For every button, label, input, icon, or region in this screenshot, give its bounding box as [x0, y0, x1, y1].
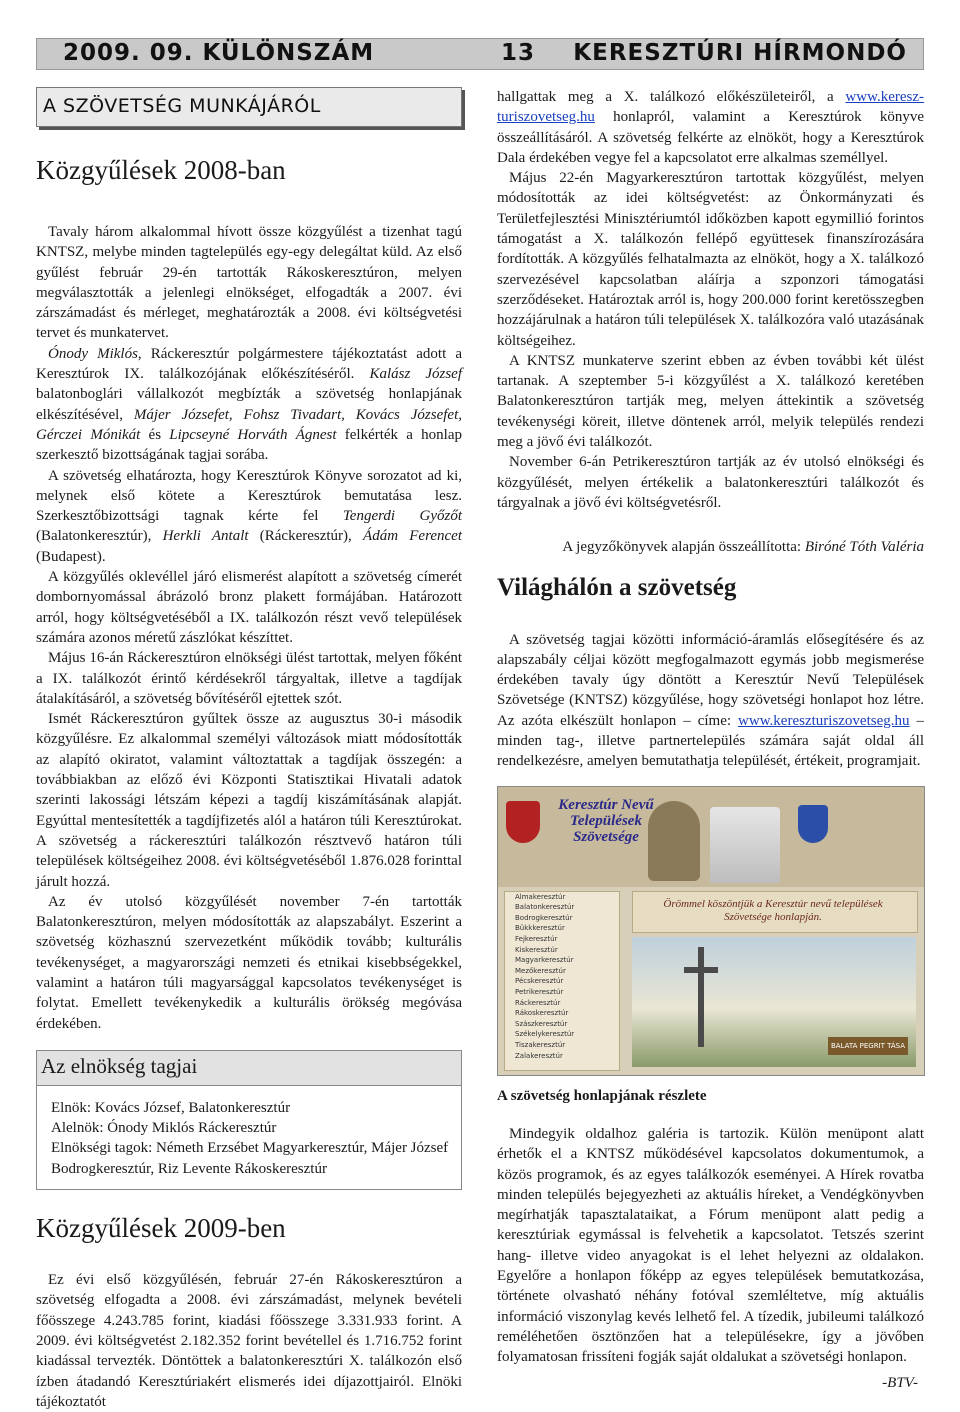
- welcome-text: Örömmel köszöntjük a Keresztúr nevű települések Szövetsége honlapján.: [663, 897, 883, 923]
- section-label-box: [36, 87, 462, 127]
- menu-item: Rákoskeresztúr: [515, 1009, 569, 1018]
- article-title-web: Világhálón a szövetség: [497, 573, 737, 601]
- paragraph: Az év utolsó közgyűlését november 7-én tartották Balatonkeresztúron, melyen módosították az alapszabályt. Eszerint a szövetség közhasznú szervezetként működik tovább; kulturális tevékenységet, a magyarországi nemzeti és etnikai kisebbségekkel, valamint a határon túli magyarsággal kapcsolatos tevékenységet is folytat. Emellett tevékenykedik a kulturális örökség megóvása érdekében.: [36, 893, 462, 1032]
- paragraph: Ez évi első közgyűlésén, február 27-én Rákoskeresztúron a szövetség elfogadta a 2008. évi zárszámadást, melynek bevételi főösszege 4.243.785 forint, kiadási főösszege 3.331.933 forint. A 2009. évi költségvetést 2.182.352 forint bevétellel és 1.716.752 forint kiadással tervezték. Döntöttek a balatonkeresztúri X. találkozón első ízben átadandó Keresztúriakért elismerés idei díjazottjairól. Elnöki tájékoztatót: [36, 1272, 462, 1410]
- paragraph: Ismét Ráckeresztúron gyűltek össze az augusztus 30-i második közgyűlésre. Ez alkalommal személyi változások miatt módosították az alapító okiratot, valamint változtattak a tagdíjak összegén: a továbbiakban az előző évi Központi Statisztikai Hivatali adatok szerinti lakossági létszám képezi a tagdíj kiszámításának alapját. Egyúttal mentesítették a tagdíjfizetés alól a határon túli Keresztúrokat. A szövetség a ráckeresztúri találkozón résztvevő határon túli települések költségeihez 2008. évi költségvetéséből 1.876.028 forinttal járult hozzá.: [36, 711, 462, 890]
- signature: -BTV-: [882, 1375, 918, 1392]
- website-link[interactable]: www.keresz-turiszovetseg.hu: [497, 89, 924, 126]
- issue-label: 2009. 09. KÜLÖNSZÁM: [63, 40, 375, 66]
- menu-item: Zalakeresztúr: [515, 1051, 563, 1060]
- cross-image: [684, 967, 718, 973]
- menu-item: Kiskeresztúr: [515, 945, 558, 954]
- board-title: Az elnökség tagjai: [41, 1053, 198, 1078]
- section-label: A SZÖVETSÉG MUNKÁJÁRÓL: [43, 95, 321, 117]
- left-column: [36, 87, 462, 1412]
- menu-item: Pécskeresztúr: [515, 977, 564, 986]
- author-credit: [497, 537, 924, 557]
- menu-item: Almakeresztúr: [515, 892, 566, 901]
- cross-image: [698, 947, 704, 1047]
- board-member: Elnökségi tagok: Németh Erzsébet Magyarkeresztúr, Májer József Bodrogkeresztúr, Riz Levente Rákoskeresztúr: [51, 1140, 449, 1177]
- publication-name: KERESZTÚRI HÍRMONDÓ: [573, 40, 907, 66]
- menu-item: Bükkkeresztúr: [515, 924, 565, 933]
- right-column: [497, 87, 924, 1394]
- paragraph: Mindegyik oldalhoz galéria is tartozik. Külön menüpont alatt érhetők el a KNTSZ működésével kapcsolatos dokumentumok, a közös programok, és az egyes találkozók eseményei. A Hírek rovatba minden település bejegyezheti az aktuális híreket, a Vendégkönyvben megírhatják tapasztalataikat, a Fórum menüpont alatt pedig a keresztúriak egymással is felvehetik a kapcsolatot. Tetszés szerint hang- illetve video anyagokat is el lehet helyezni az oldalakon. Egyelőre a honlapon főképp az egyes települések bemutatkozása, története olvasható néhány fotóval szemléltetve, míg aktuális információ viszonylag kevés lelhető fel. A tízedik, jubileumi találkozó reméléhetően ösztönzően hat a településekre, így a jövőben folyamatosan frissíteni fogják saját oldalukat a szövetségi honlapon.: [497, 1125, 924, 1366]
- image-caption: A szövetség honlapjának részlete: [497, 1087, 707, 1104]
- paragraph: Május 16-án Ráckeresztúron elnökségi ülést tartottak, melyen főként a IX. találkozót érintő kérdésekről tárgyaltak, illetve a tagdíjak átalakításáról, a szövetség bővítéséről ejtettek szót.: [36, 650, 462, 707]
- article-title-2009: Közgyűlések 2009-ben: [36, 1213, 286, 1244]
- coat-of-arms-icon: [798, 805, 828, 843]
- website-link[interactable]: www.kereszturiszovetseg.hu: [738, 712, 910, 729]
- paragraph: November 6-án Petrikeresztúron tartják az év utolsó elnökségi és közgyűlését, melyen értékelik a balatonkeresztúri találkozót és tárgyalnak a jövő évi költségvetésről.: [497, 454, 924, 511]
- paragraph: A KNTSZ munkaterve szerint ebben az évben további két ülést tartanak. A szeptember 5-i közgyűlést a X. találkozó keretében Balatonkeresztúron tartják meg, melyen áttekintik a szövetség tevékenységi köreit, illetve döntenek arról, melyik település rendezi meg a jövő évi találkozót.: [497, 352, 924, 451]
- paragraph: [36, 344, 462, 466]
- person-name: Ádám Ferencet: [363, 528, 462, 545]
- person-name: Lipcseyné Horváth Ágnest: [169, 426, 337, 443]
- text-run: – minden tag-, illetve partnertelepülés számára saját oldal áll rendelkezésre, amelyen bemutathatja települését, értékeit, programjait.: [497, 712, 925, 770]
- text-run: (Ráckeresztúr),: [248, 528, 364, 545]
- board-members-box: [36, 1050, 462, 1190]
- menu-item: Székelykeresztúr: [515, 1030, 575, 1039]
- menu-item: Bodrogkeresztúr: [515, 913, 573, 922]
- menu-item: Magyarkeresztúr: [515, 956, 574, 965]
- text-run: felkérték a honlap szerkesztő bizottságának tagjai sorába.: [36, 426, 462, 464]
- person-name: Ónody Miklós: [48, 345, 138, 362]
- menu-item: Szászkeresztúr: [515, 1019, 568, 1028]
- page-header: [36, 38, 924, 70]
- page-number: 13: [501, 40, 536, 66]
- statue-image: [648, 801, 700, 881]
- menu-item: Ráckeresztúr: [515, 998, 561, 1007]
- paragraph: A közgyűlés oklevéllel járó elismerést alapított a szövetség címerét dombornyomással ábrázoló bronz plakett formájában. Határozott arról, hogy költségvetéséből a IX. találkozón részt vevő települések számára azonos méretű zászlókat készíttet.: [36, 569, 462, 646]
- screenshot-menu: [504, 891, 620, 1071]
- menu-item: Petrikeresztúr: [515, 987, 564, 996]
- person-name: Kalász József: [369, 366, 462, 383]
- text-run: (Budapest).: [36, 548, 106, 565]
- website-screenshot: [497, 786, 925, 1076]
- text-run: (Balatonkeresztúr),: [36, 528, 163, 545]
- screenshot-welcome-banner: [632, 891, 918, 933]
- text-run: A szövetség tagjai közötti információ-áramlás elősegítésére és az alapszabály céljai között megfogalmazott egymás jobb megismerése érdekében tavaly úgy döntött a Keresztúr Nevű Települések Szövetsége (KNTSZ) közgyűlése, hogy szövetségi honlapot hoz létre. Az azóta elkészült honlapon – címe:: [497, 631, 924, 729]
- text-run: balatonboglári vállalkozót megbízták a szövetség honlapjának elkészítésével,: [36, 386, 462, 423]
- menu-item: Fejkeresztúr: [515, 934, 558, 943]
- person-name: Tengerdi Győzőt: [342, 508, 462, 525]
- paragraph: Tavaly három alkalommal hívott össze közgyűlést a tizenhat tagú KNTSZ, melybe minden tagtelepülés egy-egy delegáltat küld. Az első gyűlést február 29-én tartották Rákoskeresztúron, melyen megválasztották a jelenlegi elnökséget, elfogadták a 2007. évi zárszámadást és mérleget, meghatározták a 2008. évi költségvetési tervet és munkatervet.: [36, 224, 462, 342]
- article-title-2008: Közgyűlések 2008-ban: [36, 155, 286, 185]
- screenshot-badge: BALATA PEGRIT TÁSA: [828, 1037, 908, 1055]
- paragraph: [36, 466, 462, 567]
- person-name: Herkli Antalt: [162, 528, 249, 545]
- paragraph: Május 22-én Magyarkeresztúron tartottak közgyűlést, melyen módosították az idei költségvetést: az Önkormányzati és Területfejlesztési Minisztériumtól időközben kapott egymillió forintos támogatást a X. találkozón fellépő együttesek finanszírozására fordították. A közgyűlés felhatalmazta az elnököt, hogy a X. találkozó szervezésével kapcsolatban aláírja a szponzori támogatási szerződéseket. Határoztak arról is, hogy 200.000 forint keretösszegben hozzájárulnak a határon túli települések X. találkozóra való utazásának költségeihez.: [497, 170, 924, 349]
- board-member: Alelnök: Ónody Miklós Ráckeresztúr: [51, 1120, 277, 1137]
- screenshot-site-title: Keresztúr Nevű Települések Szövetsége: [558, 796, 654, 845]
- paragraph: [497, 630, 924, 772]
- menu-item: Mezőkeresztúr: [515, 966, 566, 975]
- text-run: A szövetség elhatározta, hogy Keresztúrok Könyve sorozatot ad ki, melynek első kötete a Keresztúrok bemutatása lesz. Szerkesztőbizottsági tagnak kérte fel: [36, 467, 462, 525]
- person-name: Májer Józsefet, Fohsz Tivadart, Kovács Józsefet, Gérczei Mónikát: [36, 406, 462, 443]
- coat-of-arms-icon: [506, 801, 540, 843]
- menu-item: Tiszakeresztúr: [515, 1040, 566, 1049]
- menu-item: Balatonkeresztúr: [515, 903, 575, 912]
- board-header: [37, 1051, 461, 1086]
- church-image: [710, 807, 780, 883]
- paragraph: [497, 87, 924, 168]
- author-name: Biróné Tóth Valéria: [804, 539, 924, 556]
- board-member: Elnök: Kovács József, Balatonkeresztúr: [51, 1099, 291, 1116]
- text-run: honlapról, valamint a Keresztúrok könyve összeállításáról. A szövetség felkérte az elnököt, hogy a Keresztúrok Dala érdekében vegye fel a kapcsolatot erre alkalmas személlyel.: [497, 109, 924, 166]
- text-run: és: [140, 426, 170, 443]
- board-body: [37, 1086, 461, 1179]
- text-run: hallgattak meg a X. találkozó előkészületeiről, a: [497, 89, 846, 105]
- text-run: , Ráckeresztúr polgármestere tájékoztatást adott a Keresztúrok IX. találkozójának előkészítéséről.: [36, 345, 462, 383]
- text-run: A jegyzőkönyvek alapján összeállította:: [562, 539, 805, 556]
